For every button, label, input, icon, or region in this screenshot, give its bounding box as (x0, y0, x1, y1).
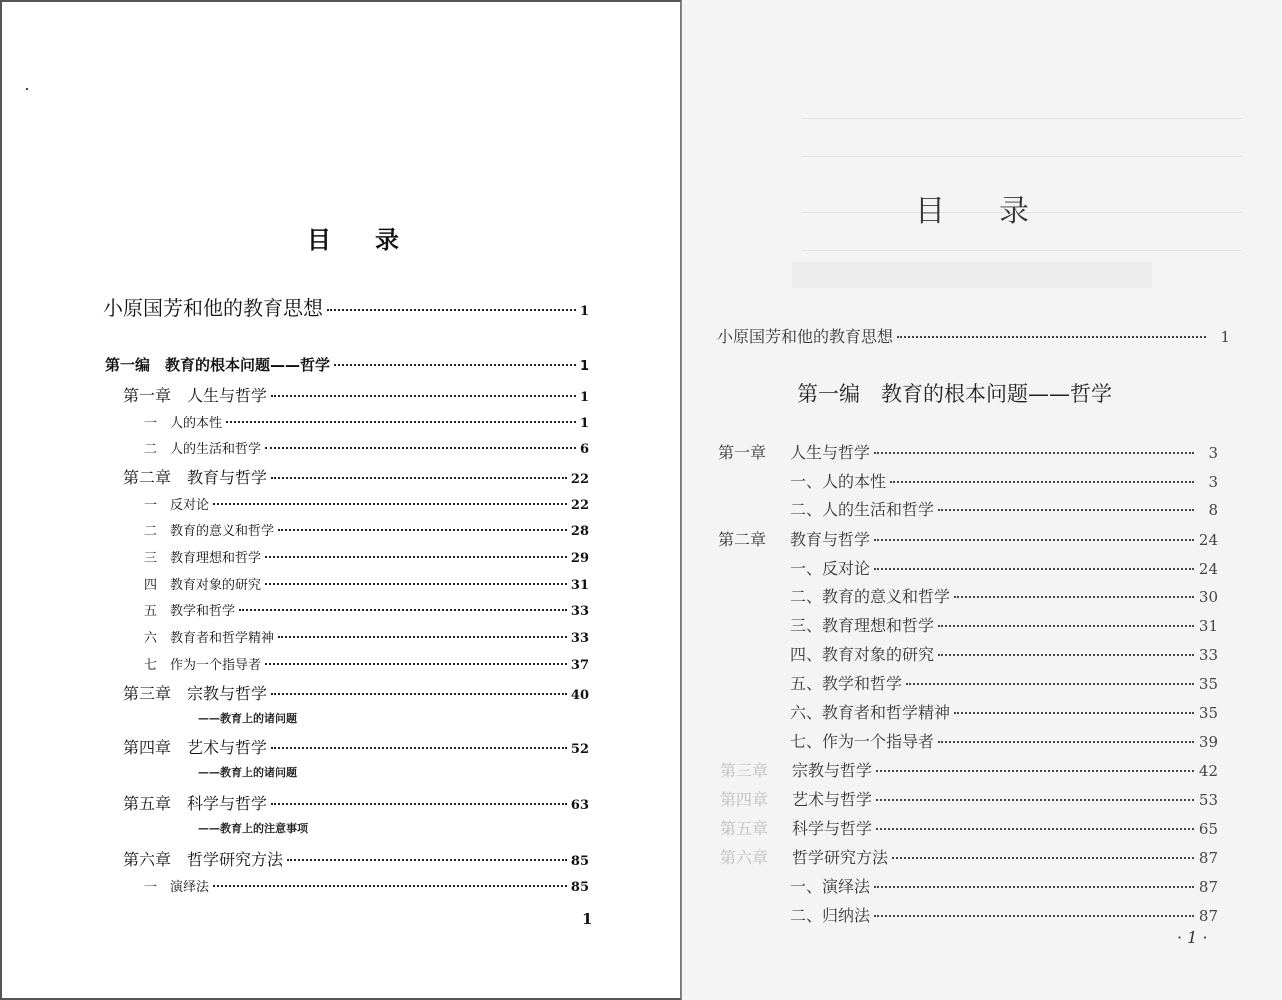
leader-dots (874, 885, 1194, 888)
toc-entry-chapter-6[interactable] (720, 845, 1218, 868)
toc-title-char-2: 录 (999, 194, 1029, 229)
toc-page-number: 53 (1198, 791, 1218, 809)
toc-entry-label: 科学与哲学 (792, 819, 873, 838)
toc-page-number: 22 (570, 472, 589, 487)
toc-page-number: 1 (1220, 328, 1230, 346)
chapter-number: 第五章 (720, 819, 769, 838)
leader-dots (265, 582, 567, 585)
leader-dots (938, 624, 1194, 627)
toc-entry-section[interactable] (144, 520, 589, 539)
leader-dots (287, 858, 567, 861)
toc-title (307, 220, 399, 255)
toc-entry-section[interactable] (144, 494, 589, 513)
leader-dots (334, 363, 576, 366)
toc-page-number: 37 (570, 658, 589, 673)
chapter-number: 第三章 (720, 761, 769, 780)
toc-page-number: 33 (1198, 646, 1218, 664)
toc-entry-label: 人生与哲学 (790, 443, 871, 462)
toc-entry-label: 二 人的生活和哲学 (144, 442, 262, 457)
toc-entry-section[interactable] (144, 876, 589, 895)
toc-entry-label: 四、教育对象的研究 (790, 645, 935, 664)
toc-entry-chapter-6[interactable] (123, 847, 589, 870)
toc-entry-label: 七 作为一个指导者 (144, 658, 262, 673)
toc-entry-section[interactable] (144, 547, 589, 566)
toc-page-number: 35 (1198, 704, 1218, 722)
toc-entry-label: 小原国芳和他的教育思想 (717, 327, 894, 346)
toc-page-number: 1 (579, 416, 589, 431)
leader-dots (938, 740, 1194, 743)
toc-entry-section[interactable] (790, 903, 1218, 926)
toc-entry-label: 七、作为一个指导者 (790, 732, 935, 751)
toc-entry-chapter-5[interactable] (720, 816, 1218, 839)
toc-entry-label: 哲学研究方法 (792, 848, 889, 867)
toc-entry-section[interactable] (790, 671, 1218, 694)
chapter-number: 第六章 (720, 848, 769, 867)
toc-entry-section[interactable] (144, 600, 589, 619)
toc-title-char-2: 录 (375, 226, 399, 254)
toc-entry-chapter-3[interactable] (123, 681, 589, 704)
page-footer-number: 1 (582, 910, 593, 928)
leader-dots (278, 528, 567, 531)
toc-entry-label: 一 演绎法 (144, 880, 210, 895)
toc-page-number: 40 (570, 688, 589, 703)
toc-entry-section[interactable] (790, 874, 1218, 897)
toc-entry-chapter-4[interactable] (720, 787, 1218, 810)
toc-page-number: 87 (1198, 849, 1218, 867)
toc-page-number: 6 (579, 442, 589, 457)
toc-entry-label: 二、教育的意义和哲学 (790, 587, 951, 606)
toc-entry-label: 第一编 教育的根本问题——哲学 (105, 356, 331, 374)
toc-entry-label: 宗教与哲学 (792, 761, 873, 780)
toc-entry-label: 第六章 哲学研究方法 (123, 850, 284, 869)
toc-page-number: 31 (570, 578, 589, 593)
leader-dots (239, 608, 567, 611)
toc-entry-section[interactable] (790, 469, 1218, 492)
leader-dots (265, 555, 567, 558)
toc-entry-label: 一 人的本性 (144, 416, 223, 431)
toc-entry-label: 第一编 教育的根本问题——哲学 (797, 382, 1112, 406)
bleed-through-line (802, 118, 1242, 119)
leader-dots (954, 711, 1194, 714)
toc-entry-section[interactable] (790, 584, 1218, 607)
toc-page-number: 85 (570, 880, 589, 895)
toc-page-number: 42 (1198, 762, 1218, 780)
chapter-number: 第一章 (718, 443, 767, 462)
toc-entry-label: 五、教学和哲学 (790, 674, 903, 693)
leader-dots (213, 502, 567, 505)
toc-entry-section[interactable] (790, 613, 1218, 636)
leader-dots (874, 567, 1194, 570)
leader-dots (226, 420, 576, 423)
leader-dots (906, 682, 1194, 685)
leader-dots (265, 662, 567, 665)
leader-dots (271, 802, 567, 805)
toc-entry-section[interactable] (790, 729, 1218, 752)
toc-title (915, 186, 1029, 230)
toc-entry-label: 第三章 宗教与哲学 (123, 684, 268, 703)
leader-dots (890, 480, 1194, 483)
toc-entry-chapter-1[interactable] (123, 383, 589, 406)
toc-page-number: 29 (570, 551, 589, 566)
toc-entry-section[interactable] (144, 574, 589, 593)
toc-page-number: 24 (1198, 560, 1218, 578)
toc-entry-label: 二、人的生活和哲学 (790, 500, 935, 519)
page-footer-number: · 1 · (1177, 928, 1208, 947)
leader-dots (954, 595, 1194, 598)
bleed-through-line (802, 250, 1242, 251)
toc-entry-chapter-3[interactable] (720, 758, 1218, 781)
toc-entry-label: 小原国芳和他的教育思想 (103, 296, 323, 320)
toc-entry-label: 一、人的本性 (790, 472, 887, 491)
toc-page-number: 1 (579, 359, 589, 374)
leader-dots (874, 451, 1194, 454)
toc-entry-chapter-2[interactable] (718, 527, 1218, 550)
leader-dots (213, 884, 567, 887)
right-page-scan (681, 0, 1282, 1000)
toc-page-number: 63 (570, 798, 589, 813)
toc-entry-label: 二 教育的意义和哲学 (144, 524, 275, 539)
leader-dots (271, 746, 567, 749)
toc-page-number: 33 (570, 631, 589, 646)
leader-dots (938, 508, 1194, 511)
toc-page-number: 52 (570, 742, 589, 757)
toc-entry-label: 第五章 科学与哲学 (123, 794, 268, 813)
toc-entry-label: 三、教育理想和哲学 (790, 616, 935, 635)
toc-title-char-1: 目 (307, 226, 331, 254)
toc-page-number: 3 (1208, 473, 1218, 491)
toc-entry-intro[interactable] (103, 292, 589, 321)
toc-page-number: 8 (1208, 501, 1218, 519)
leader-dots (874, 538, 1194, 541)
leader-dots (876, 827, 1194, 830)
leader-dots (876, 798, 1194, 801)
toc-page-number: 33 (570, 604, 589, 619)
chapter-subtitle: ——教育上的注意事项 (198, 822, 308, 835)
toc-page-number: 1 (579, 390, 589, 405)
toc-page-number: 30 (1198, 588, 1218, 606)
toc-entry-section[interactable] (790, 497, 1218, 520)
toc-entry-intro[interactable] (717, 324, 1230, 347)
toc-page-number: 31 (1198, 617, 1218, 635)
toc-entry-label: 五 教学和哲学 (144, 604, 236, 619)
toc-page-number: 22 (570, 498, 589, 513)
toc-entry-section[interactable] (144, 412, 589, 431)
toc-entry-section[interactable] (790, 700, 1218, 723)
toc-part-heading[interactable] (797, 378, 1112, 408)
toc-entry-label: 第一章 人生与哲学 (123, 386, 268, 405)
toc-page-number: 87 (1198, 878, 1218, 896)
toc-entry-label: 一 反对论 (144, 498, 210, 513)
bleed-through-line (802, 156, 1242, 157)
toc-entry-label: 三 教育理想和哲学 (144, 551, 262, 566)
toc-entry-label: 一、反对论 (790, 559, 871, 578)
toc-entry-label: 教育与哲学 (790, 530, 871, 549)
toc-entry-label: 六 教育者和哲学精神 (144, 631, 275, 646)
toc-entry-part-1[interactable] (105, 354, 589, 375)
toc-page-number: 3 (1208, 444, 1218, 462)
toc-entry-chapter-1[interactable] (718, 440, 1218, 463)
toc-entry-chapter-4[interactable] (123, 735, 589, 758)
toc-entry-chapter-5[interactable] (123, 791, 589, 814)
leader-dots (876, 769, 1194, 772)
leader-dots (271, 692, 567, 695)
toc-page-number: 65 (1198, 820, 1218, 838)
toc-page-number: 1 (579, 304, 589, 319)
leader-dots (271, 476, 567, 479)
leader-dots (897, 335, 1206, 338)
leader-dots (938, 653, 1194, 656)
leader-dots (271, 394, 576, 397)
toc-entry-chapter-2[interactable] (123, 465, 589, 488)
toc-entry-section[interactable] (144, 438, 589, 457)
toc-entry-label: 六、教育者和哲学精神 (790, 703, 951, 722)
toc-entry-section[interactable] (144, 654, 589, 673)
toc-entry-label: 一、演绎法 (790, 877, 871, 896)
toc-page-number: 87 (1198, 907, 1218, 925)
toc-title-char-1: 目 (915, 194, 945, 229)
toc-entry-section[interactable] (790, 556, 1218, 579)
chapter-subtitle: ——教育上的诸问题 (198, 712, 297, 725)
toc-entry-label: 四 教育对象的研究 (144, 578, 262, 593)
toc-page-number: 85 (570, 854, 589, 869)
bleed-through-heading (792, 262, 1152, 288)
toc-entry-label: 第四章 艺术与哲学 (123, 738, 268, 757)
chapter-number: 第四章 (720, 790, 769, 809)
leader-dots (874, 914, 1194, 917)
toc-page-number: 35 (1198, 675, 1218, 693)
chapter-subtitle: ——教育上的诸问题 (198, 766, 297, 779)
toc-entry-label: 第二章 教育与哲学 (123, 468, 268, 487)
toc-entry-section[interactable] (790, 642, 1218, 665)
chapter-number: 第二章 (718, 530, 767, 549)
toc-page-number: 28 (570, 524, 589, 539)
toc-page-number: 39 (1198, 733, 1218, 751)
leader-dots (327, 308, 576, 311)
leader-dots (265, 446, 576, 449)
leader-dots (278, 635, 567, 638)
toc-page-number: 24 (1198, 531, 1218, 549)
toc-entry-label: 二、归纳法 (790, 906, 871, 925)
leader-dots (892, 856, 1194, 859)
scan-speck (26, 88, 28, 90)
toc-entry-section[interactable] (144, 627, 589, 646)
toc-entry-label: 艺术与哲学 (792, 790, 873, 809)
